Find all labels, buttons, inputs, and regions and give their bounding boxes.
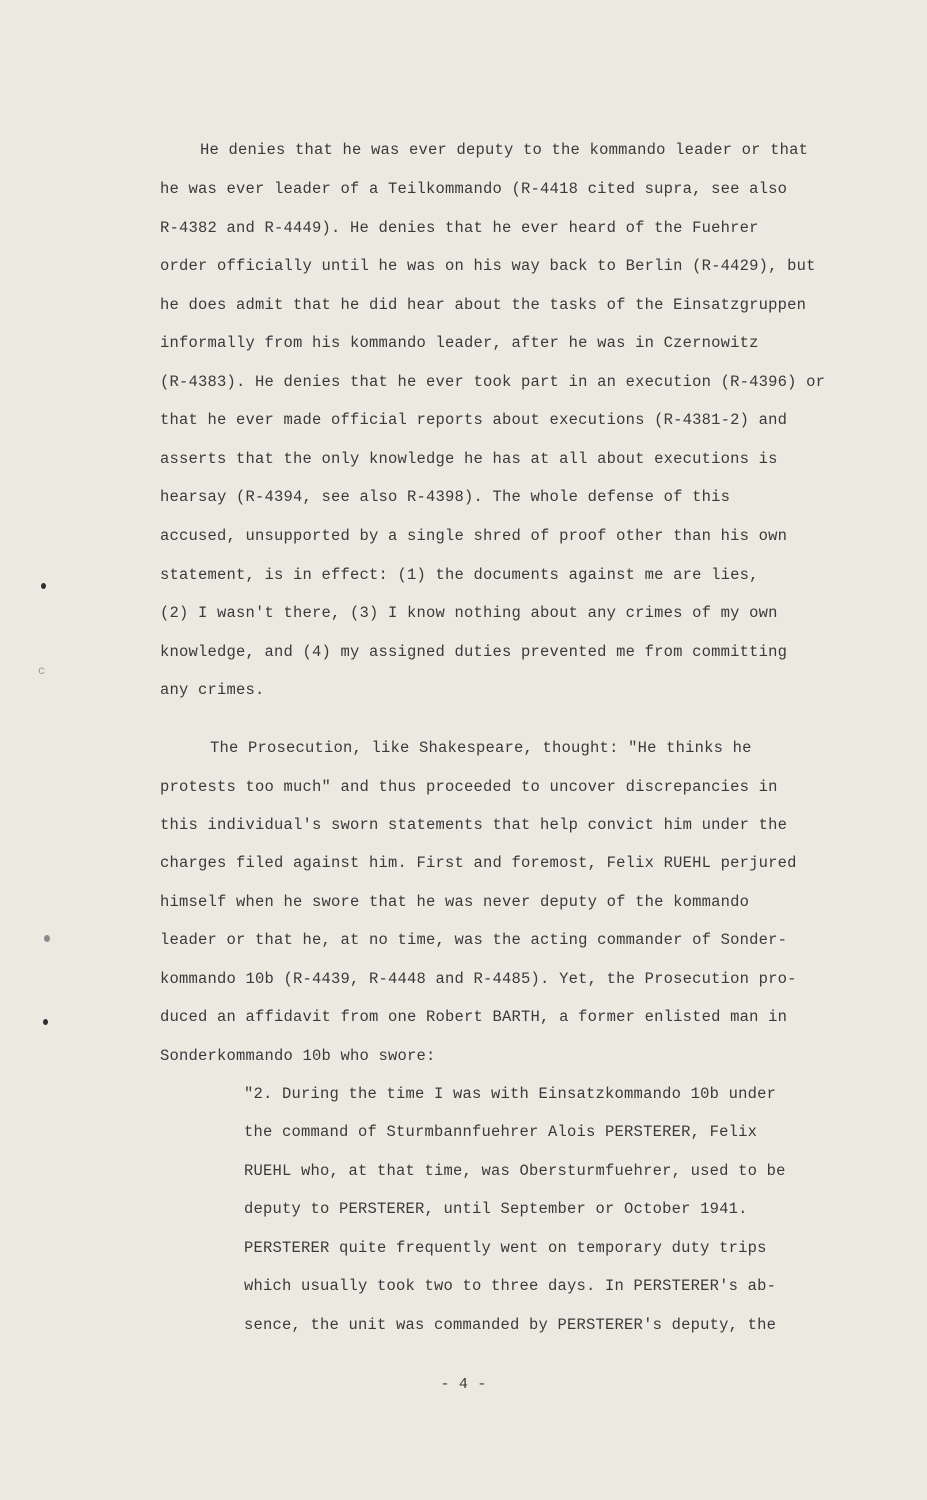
text-line: protests too much" and thus proceeded to uncover discrepancies in — [160, 778, 778, 796]
text-line: knowledge, and (4) my assigned duties prevented me from committing — [160, 643, 788, 661]
text-line: this individual's sworn statements that help convict him under the — [160, 816, 788, 834]
text-line: (2) I wasn't there, (3) I know nothing about any crimes of my own — [160, 604, 778, 622]
punch-hole-mark — [44, 935, 50, 942]
punch-hole-mark — [41, 583, 46, 589]
text-line: any crimes. — [160, 681, 265, 699]
text-line: he does admit that he did hear about the tasks of the Einsatzgruppen — [160, 296, 807, 314]
text-line: Sonderkommando 10b who swore: — [160, 1047, 436, 1065]
quote-line: deputy to PERSTERER, until September or October 1941. — [244, 1200, 748, 1218]
quote-line: sence, the unit was commanded by PERSTERER's deputy, the — [244, 1316, 777, 1334]
text-line: hearsay (R-4394, see also R-4398). The whole defense of this — [160, 488, 731, 506]
text-line: duced an affidavit from one Robert BARTH, a former enlisted man in — [160, 1008, 788, 1026]
text-line: charges filed against him. First and foremost, Felix RUEHL perjured — [160, 854, 797, 872]
quote-line: the command of Sturmbannfuehrer Alois PERSTERER, Felix — [244, 1123, 758, 1141]
page-number: - 4 - — [440, 1376, 487, 1393]
stray-mark: c — [38, 664, 46, 678]
text-line: (R-4383). He denies that he ever took part in an execution (R-4396) or — [160, 373, 826, 391]
text-line: leader or that he, at no time, was the acting commander of Sonder- — [160, 931, 788, 949]
text-line: asserts that the only knowledge he has at all about executions is — [160, 450, 778, 468]
text-line: himself when he swore that he was never deputy of the kommando — [160, 893, 750, 911]
text-line: kommando 10b (R-4439, R-4448 and R-4485). Yet, the Prosecution pro- — [160, 970, 797, 988]
text-line: informally from his kommando leader, after he was in Czernowitz — [160, 334, 759, 352]
text-line: that he ever made official reports about executions (R-4381-2) and — [160, 411, 788, 429]
quote-line: RUEHL who, at that time, was Obersturmfuehrer, used to be — [244, 1162, 786, 1180]
text-line: accused, unsupported by a single shred of proof other than his own — [160, 527, 788, 545]
quote-line: PERSTERER quite frequently went on temporary duty trips — [244, 1239, 767, 1257]
text-line: The Prosecution, like Shakespeare, thought: "He thinks he — [210, 739, 752, 757]
punch-hole-mark — [43, 1019, 48, 1025]
quote-line: which usually took two to three days. In PERSTERER's ab- — [244, 1277, 777, 1295]
text-line: he was ever leader of a Teilkommando (R-4418 cited supra, see also — [160, 180, 788, 198]
text-line: R-4382 and R-4449). He denies that he ever heard of the Fuehrer — [160, 219, 759, 237]
text-line: order officially until he was on his way back to Berlin (R-4429), but — [160, 257, 816, 275]
text-line: statement, is in effect: (1) the documents against me are lies, — [160, 566, 759, 584]
quote-line: "2. During the time I was with Einsatzkommando 10b under — [244, 1085, 777, 1103]
text-line: He denies that he was ever deputy to the kommando leader or that — [200, 141, 809, 159]
